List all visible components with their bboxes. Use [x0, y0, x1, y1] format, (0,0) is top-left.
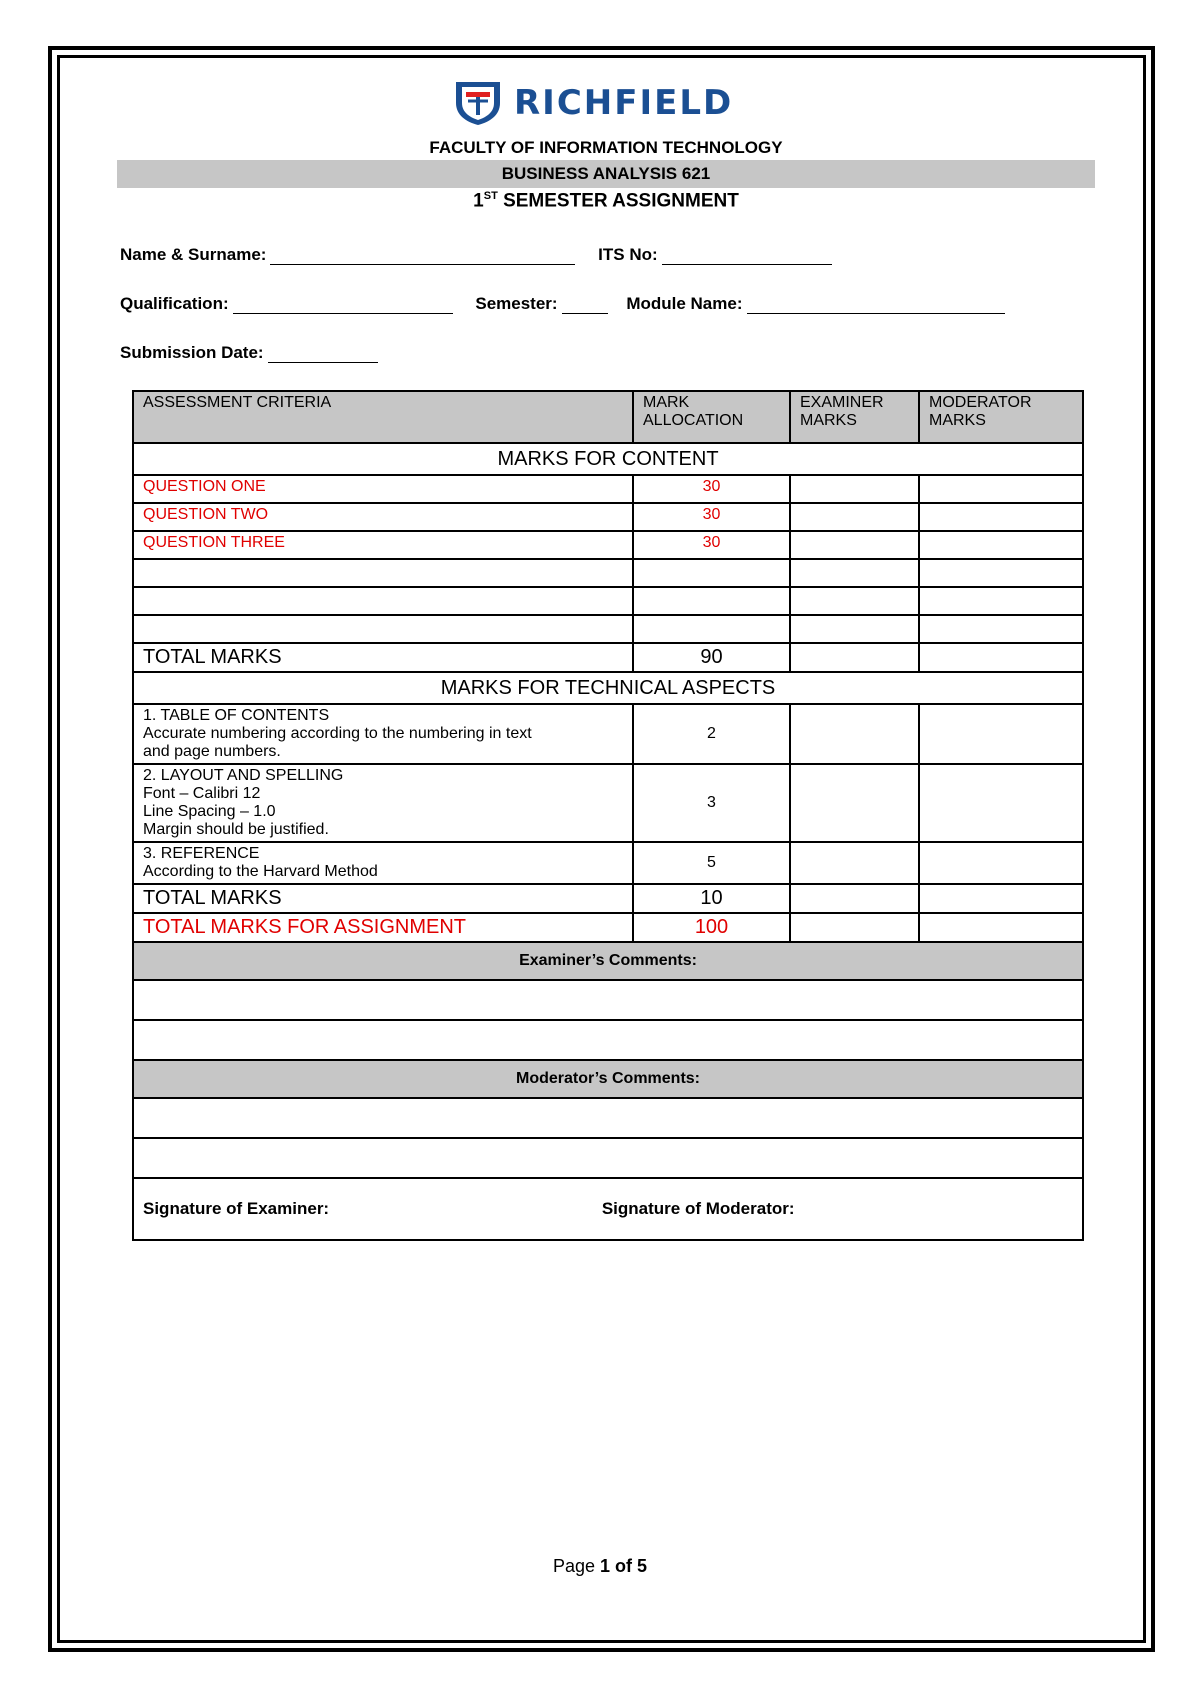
table-row-empty: [133, 587, 1083, 615]
signature-examiner-label: Signature of Examiner:: [143, 1199, 330, 1218]
content-section-row: [133, 443, 1083, 475]
qualification-field[interactable]: Qualification:: [120, 294, 453, 314]
moderator-comments-label: Moderator’s Comments:: [133, 1060, 1083, 1098]
technical-row: [133, 704, 1083, 764]
empty-cell[interactable]: [790, 615, 919, 643]
technical-line: Accurate numbering according to the numbering in text: [143, 725, 532, 742]
col-header-mark-allocation: MARK ALLOCATION: [633, 391, 790, 443]
content-total-label: TOTAL MARKS: [133, 643, 633, 672]
content-section-title: MARKS FOR CONTENT: [133, 443, 1083, 475]
technical-total-label: TOTAL MARKS: [133, 884, 633, 913]
technical-title: 2. LAYOUT AND SPELLING: [143, 767, 344, 784]
technical-criterion: [133, 764, 633, 842]
question-mark: 30: [633, 475, 790, 503]
examiner-comments-label: Examiner’s Comments:: [133, 942, 1083, 980]
examiner-mark-cell[interactable]: [790, 531, 919, 559]
moderator-comment-line: [133, 1098, 1083, 1138]
table-row-empty: [133, 559, 1083, 587]
moderator-mark-cell[interactable]: [919, 913, 1083, 942]
technical-title: 3. REFERENCE: [143, 845, 260, 862]
technical-line: According to the Harvard Method: [143, 863, 378, 880]
table-header-row: [133, 391, 1083, 443]
assignment-total-label: TOTAL MARKS FOR ASSIGNMENT: [133, 913, 633, 942]
examiner-mark-cell[interactable]: [790, 913, 919, 942]
question-mark: 30: [633, 531, 790, 559]
comment-input[interactable]: [133, 1020, 1083, 1060]
empty-cell[interactable]: [133, 615, 633, 643]
table-row: [133, 503, 1083, 531]
technical-section-row: [133, 672, 1083, 704]
student-fields-row-1: [120, 245, 832, 265]
technical-mark: 2: [633, 704, 790, 764]
richfield-logo: [452, 78, 733, 128]
question-label: QUESTION ONE: [133, 475, 633, 503]
examiner-mark-cell[interactable]: [790, 842, 919, 884]
signature-row: [133, 1178, 1083, 1240]
assignment-total-value: 100: [633, 913, 790, 942]
table-row: [133, 475, 1083, 503]
col-header-moderator-marks: MODERATOR MARKS: [919, 391, 1083, 443]
moderator-comments-header: [133, 1060, 1083, 1098]
semester-field[interactable]: Semester:: [475, 294, 607, 314]
student-fields-row-3: [120, 343, 378, 363]
empty-cell[interactable]: [790, 587, 919, 615]
examiner-mark-cell[interactable]: [790, 884, 919, 913]
student-fields-row-2: [120, 294, 1005, 314]
its-no-field[interactable]: ITS No:: [598, 245, 832, 265]
examiner-comment-line: [133, 1020, 1083, 1060]
col-header-criteria: ASSESSMENT CRITERIA: [133, 391, 633, 443]
technical-mark: 3: [633, 764, 790, 842]
technical-title: 1. TABLE OF CONTENTS: [143, 707, 330, 724]
module-name-field[interactable]: Module Name:: [626, 294, 1004, 314]
module-title: BUSINESS ANALYSIS 621: [117, 160, 1095, 188]
empty-cell[interactable]: [790, 559, 919, 587]
examiner-comments-header: [133, 942, 1083, 980]
semester-title: 1ST SEMESTER ASSIGNMENT: [473, 190, 739, 212]
examiner-mark-cell[interactable]: [790, 764, 919, 842]
empty-cell[interactable]: [919, 587, 1083, 615]
moderator-mark-cell[interactable]: [919, 503, 1083, 531]
moderator-mark-cell[interactable]: [919, 842, 1083, 884]
logo-wordmark: RICHFIELD: [514, 83, 734, 123]
empty-cell[interactable]: [633, 587, 790, 615]
comment-input[interactable]: [133, 980, 1083, 1020]
empty-cell[interactable]: [633, 559, 790, 587]
examiner-mark-cell[interactable]: [790, 704, 919, 764]
content-total-row: [133, 643, 1083, 672]
table-row: [133, 531, 1083, 559]
moderator-mark-cell[interactable]: [919, 884, 1083, 913]
empty-cell[interactable]: [133, 559, 633, 587]
name-surname-field[interactable]: Name & Surname:: [120, 245, 575, 265]
comment-input[interactable]: [133, 1138, 1083, 1178]
technical-total-row: [133, 884, 1083, 913]
signature-moderator-label: Signature of Moderator:: [601, 1199, 795, 1218]
assessment-table: [132, 390, 1084, 1241]
question-label: QUESTION THREE: [133, 531, 633, 559]
technical-criterion: [133, 704, 633, 764]
technical-mark: 5: [633, 842, 790, 884]
faculty-title: FACULTY OF INFORMATION TECHNOLOGY: [429, 138, 783, 157]
page-number: Page 1 of 5: [552, 1556, 648, 1576]
empty-cell[interactable]: [919, 615, 1083, 643]
question-label: QUESTION TWO: [133, 503, 633, 531]
examiner-mark-cell[interactable]: [790, 643, 919, 672]
technical-total-value: 10: [633, 884, 790, 913]
technical-line: Margin should be justified.: [143, 821, 329, 838]
examiner-comment-line: [133, 980, 1083, 1020]
moderator-mark-cell[interactable]: [919, 643, 1083, 672]
comment-input[interactable]: [133, 1098, 1083, 1138]
shield-icon: [452, 79, 504, 127]
submission-date-field[interactable]: Submission Date:: [120, 343, 378, 363]
moderator-mark-cell[interactable]: [919, 531, 1083, 559]
assignment-total-row: [133, 913, 1083, 942]
technical-section-title: MARKS FOR TECHNICAL ASPECTS: [133, 672, 1083, 704]
technical-line: and page numbers.: [143, 743, 281, 760]
signature-cell[interactable]: [133, 1178, 1083, 1240]
technical-line: Line Spacing – 1.0: [143, 803, 276, 820]
examiner-mark-cell[interactable]: [790, 475, 919, 503]
empty-cell[interactable]: [133, 587, 633, 615]
question-mark: 30: [633, 503, 790, 531]
empty-cell[interactable]: [919, 559, 1083, 587]
examiner-mark-cell[interactable]: [790, 503, 919, 531]
empty-cell[interactable]: [633, 615, 790, 643]
table-row-empty: [133, 615, 1083, 643]
moderator-mark-cell[interactable]: [919, 475, 1083, 503]
technical-row: [133, 764, 1083, 842]
col-header-examiner-marks: EXAMINER MARKS: [790, 391, 919, 443]
moderator-mark-cell[interactable]: [919, 764, 1083, 842]
moderator-mark-cell[interactable]: [919, 704, 1083, 764]
moderator-comment-line: [133, 1138, 1083, 1178]
technical-row: [133, 842, 1083, 884]
technical-criterion: [133, 842, 633, 884]
technical-line: Font – Calibri 12: [143, 785, 261, 802]
content-total-value: 90: [633, 643, 790, 672]
